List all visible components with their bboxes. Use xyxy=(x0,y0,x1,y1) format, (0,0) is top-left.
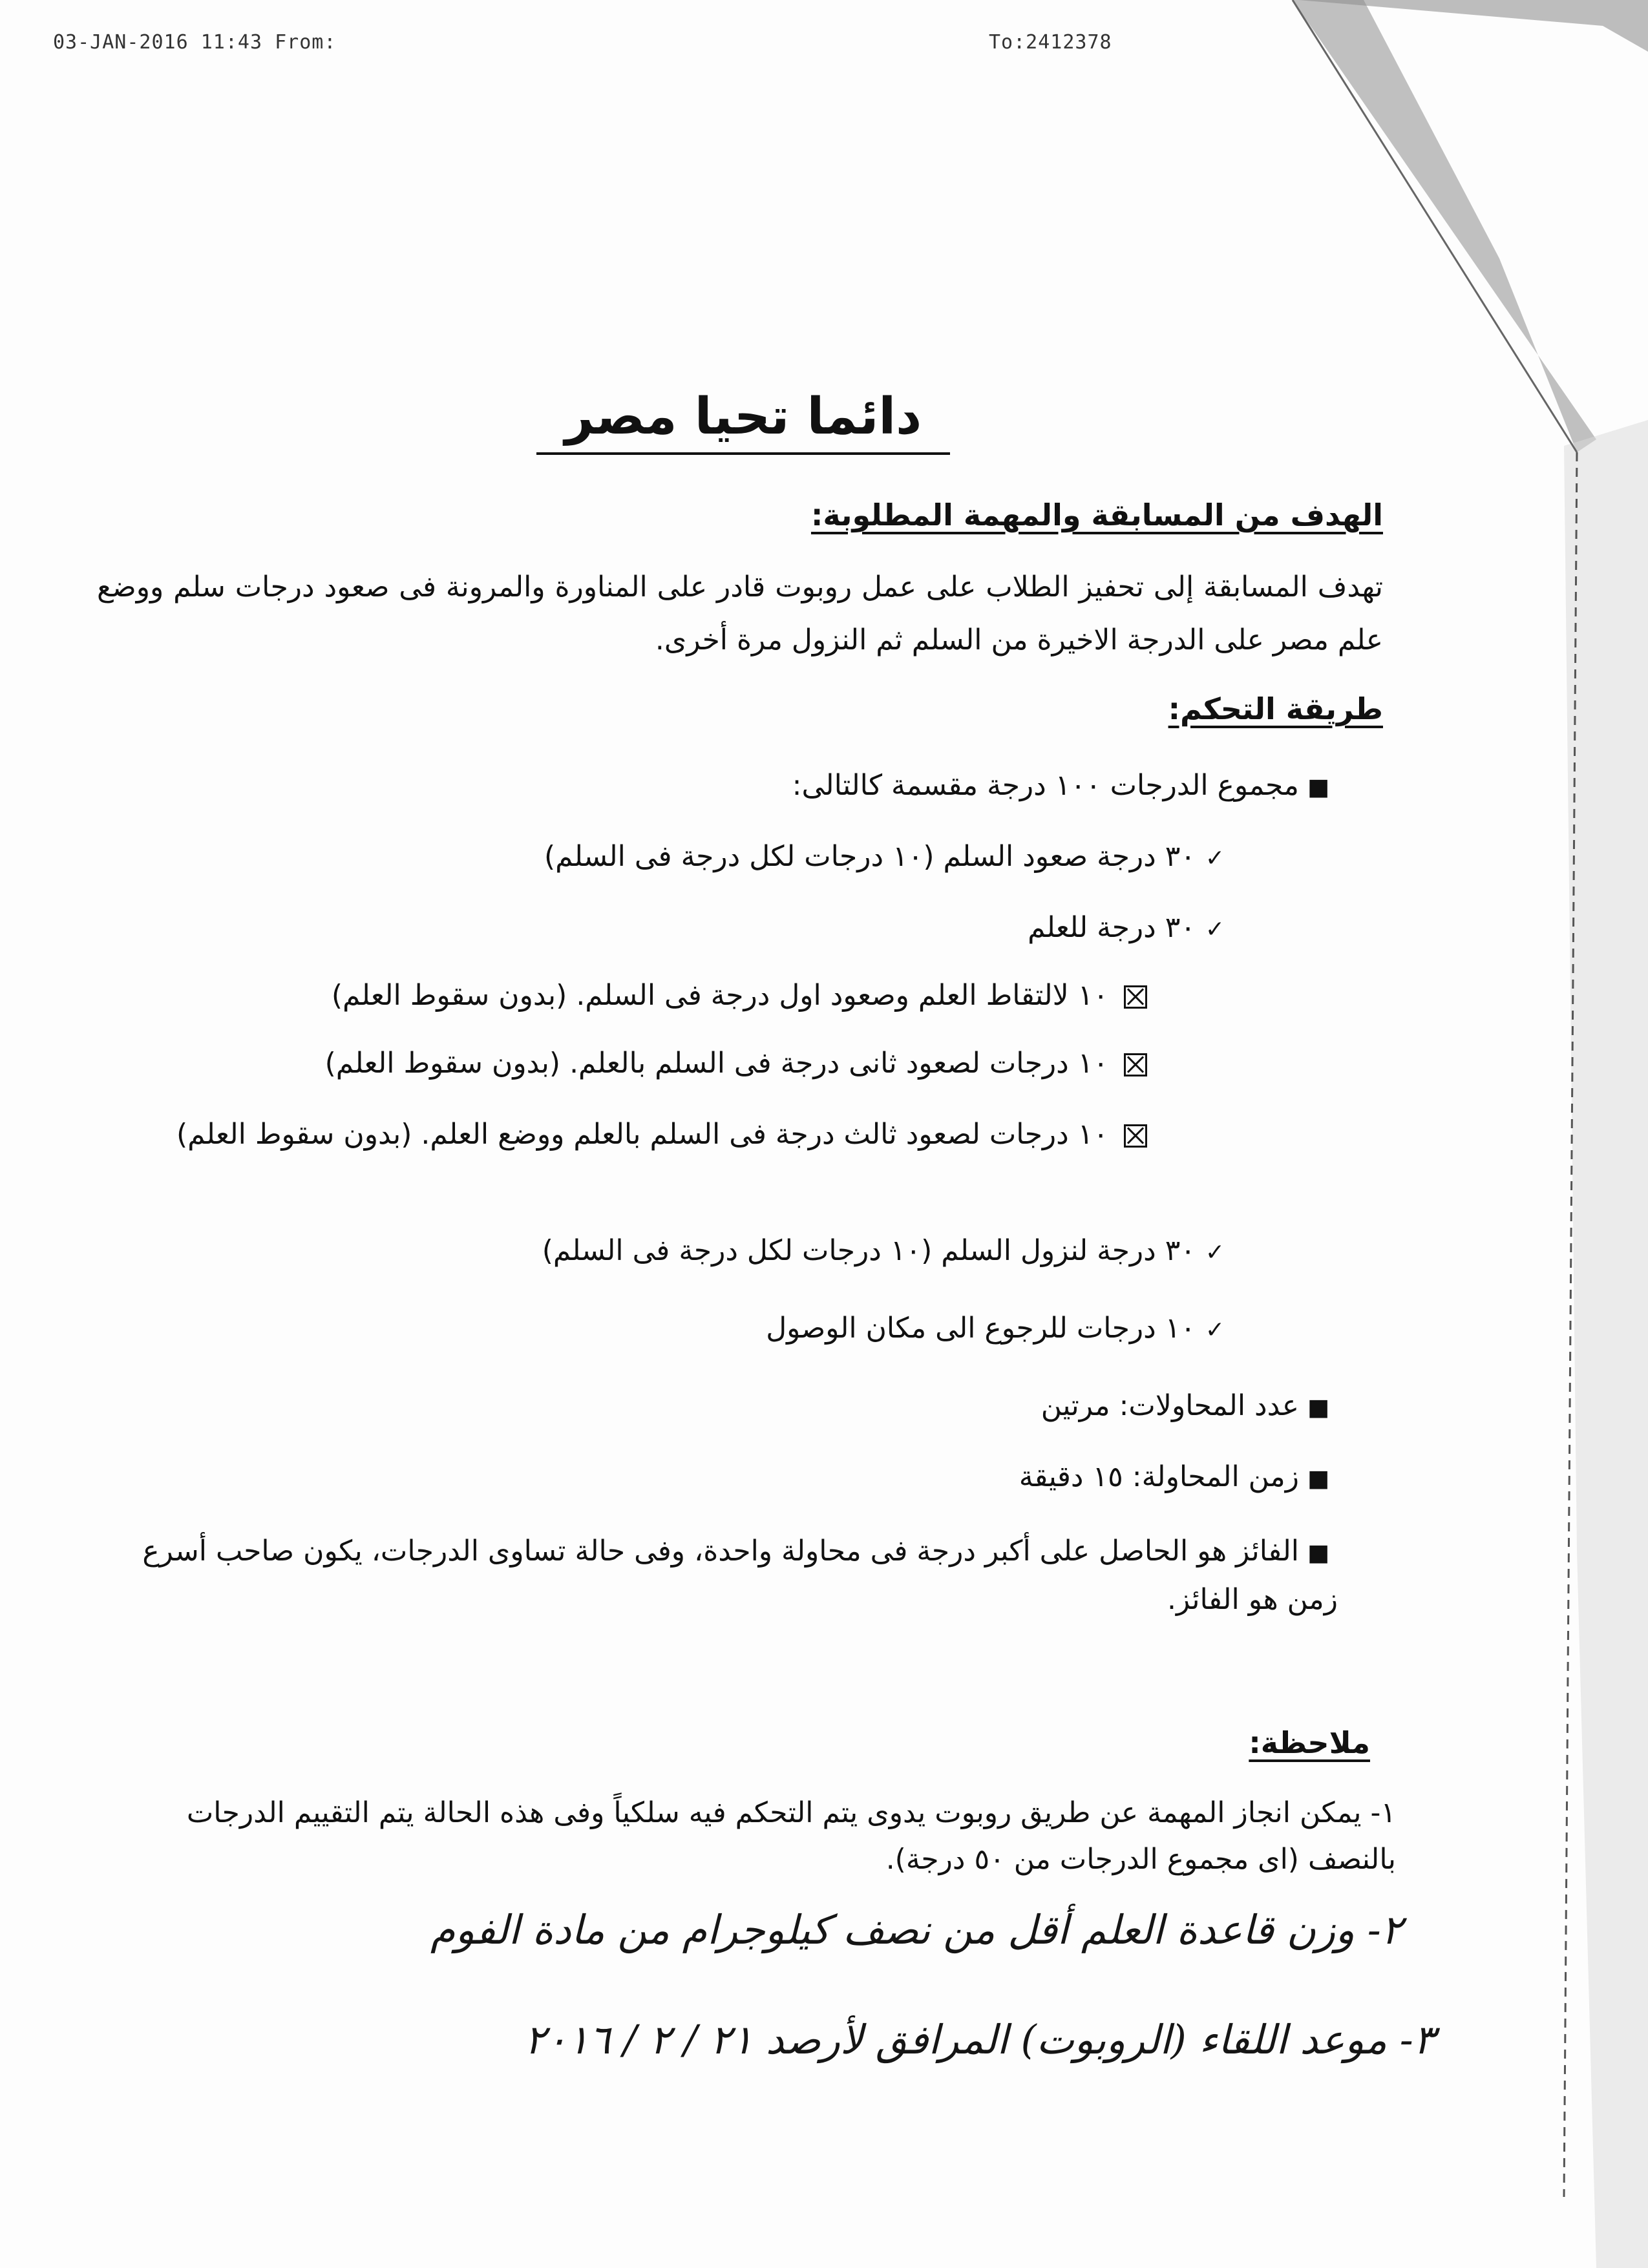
list-item-return: ✓١٠ درجات للرجوع الى مكان الوصول xyxy=(766,1305,1234,1354)
title-underline xyxy=(536,452,950,455)
list-item-stairs-down: ✓٣٠ درجة لنزول السلم (١٠ درجات لكل درجة فى السلم) xyxy=(542,1228,1234,1276)
fax-header-to: To:2412378 xyxy=(989,31,1112,54)
bullet-icon: ■ xyxy=(1307,1540,1329,1566)
sub-item-flag-1: ١٠ لالتقاط العلم وصعود اول درجة فى السلم. (بدون سقوط العلم) xyxy=(332,972,1147,1019)
boxed-x-icon xyxy=(1124,1124,1147,1148)
handwritten-note-2: ٢- وزن قاعدة العلم أقل من نصف كيلوجرام من مادة الفوم xyxy=(430,1906,1402,1953)
control-heading: طريقة التحكم: xyxy=(1168,691,1383,726)
boxed-x-icon xyxy=(1124,1053,1147,1076)
goal-text: تهدف المسابقة إلى تحفيز الطلاب على عمل روبوت قادر على المناورة والمرونة فى صعود درجات سلم ووضع علم مصر على الدرجة الاخيرة من السلم ثم النزول مرة أخرى. xyxy=(97,571,1383,656)
sub-item-flag-3: ١٠ درجات لصعود ثالث درجة فى السلم بالعلم ووضع العلم. (بدون سقوط العلم) xyxy=(107,1111,1147,1158)
list-item-winner: ■الفائز هو الحاصل على أكبر درجة فى محاولة واحدة، وفى حالة تساوى الدرجات، يكون صاحب أسرع زمن هو الفائز. xyxy=(103,1528,1338,1623)
check-icon: ✓ xyxy=(1205,1239,1225,1266)
goal-heading: الهدف من المسابقة والمهمة المطلوبة: xyxy=(810,498,1383,532)
bullet-icon: ■ xyxy=(1307,1394,1329,1421)
list-item-total: ■مجموع الدرجات ١٠٠ درجة مقسمة كالتالى: xyxy=(792,762,1338,811)
check-icon: ✓ xyxy=(1205,845,1225,872)
bullet-icon: ■ xyxy=(1307,1465,1329,1492)
check-icon: ✓ xyxy=(1205,916,1225,943)
page-title: دائما تحيا مصر xyxy=(564,388,922,446)
fax-header-from: 03-JAN-2016 11:43 From: xyxy=(53,31,337,54)
list-item-stairs-up: ✓٣٠ درجة صعود السلم (١٠ درجات لكل درجة فى السلم) xyxy=(544,834,1234,882)
check-icon: ✓ xyxy=(1205,1317,1225,1343)
note-heading: ملاحظة: xyxy=(1249,1725,1370,1760)
note-item-1: ١- يمكن انجاز المهمة عن طريق روبوت يدوى يتم التحكم فيه سلكياً وفى هذه الحالة يتم التقييم الدرجات بالنصف (اى مجموع الدرجات من ٥٠ درجة). xyxy=(186,1796,1396,1876)
list-item-attempt-time: ■زمن المحاولة: ١٥ دقيقة xyxy=(1019,1454,1338,1502)
list-item-flag: ✓٣٠ درجة للعلم xyxy=(1028,905,1234,953)
boxed-x-icon xyxy=(1124,985,1147,1009)
bullet-icon: ■ xyxy=(1307,774,1329,801)
list-item-attempts: ■عدد المحاولات: مرتين xyxy=(1041,1383,1338,1431)
sub-item-flag-2: ١٠ درجات لصعود ثانى درجة فى السلم بالعلم. (بدون سقوط العلم) xyxy=(325,1040,1147,1087)
handwritten-note-3: ٣- موعد اللقاء (الروبوت) المرافق لأرصد ٢١ / ٢ / ٢٠١٦ xyxy=(524,2016,1435,2063)
